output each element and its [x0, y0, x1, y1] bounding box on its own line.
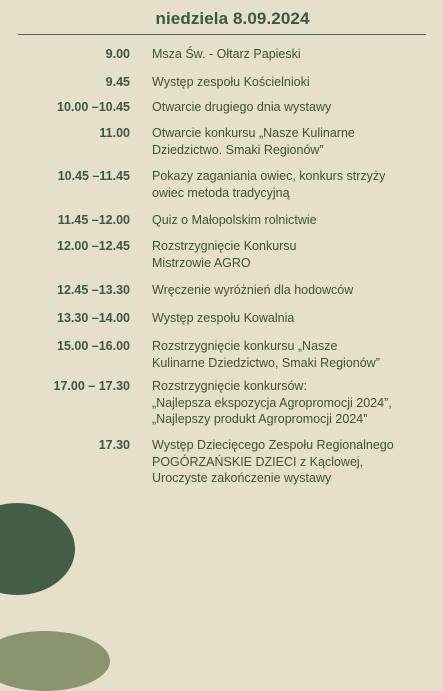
schedule-description: [152, 125, 432, 158]
schedule-description-line: Rozstrzygnięcie konkursów:: [152, 379, 307, 393]
schedule-time: 10.00 –10.45: [57, 100, 130, 114]
schedule-time: 10.45 –11.45: [57, 169, 130, 183]
schedule-description-line: „Najlepsza ekspozycja Agropromocji 2024”,: [152, 395, 392, 410]
schedule-description-line: Otwarcie konkursu „Nasze Kulinarne: [152, 126, 355, 140]
schedule-description-line: Występ zespołu Kościelnioki: [152, 75, 310, 89]
schedule-description-line: Rozstrzygnięcie konkursu „Nasze: [152, 339, 338, 353]
schedule-time: 11.00: [99, 126, 130, 140]
schedule-description-line: Występ zespołu Kowalnia: [152, 311, 295, 325]
schedule-description-line: Kulinarne Dziedzictwo, Smaki Regionów”: [152, 355, 380, 370]
schedule-description-line: owiec metoda tradycyjną: [152, 185, 290, 200]
schedule-time: 15.00 –16.00: [57, 339, 130, 353]
title-divider: [18, 34, 426, 35]
schedule-time: 9.00: [105, 47, 130, 61]
schedule-description: [152, 238, 432, 271]
schedule-description-line: Wręczenie wyróżnień dla hodowców: [152, 283, 354, 297]
schedule-description: [152, 46, 432, 63]
schedule-description: [152, 168, 432, 201]
schedule-time: 13.30 –14.00: [57, 311, 130, 325]
schedule-description-line: Otwarcie drugiego dnia wystawy: [152, 100, 332, 114]
decorative-circle-large: [0, 503, 75, 595]
schedule-description-line: Pokazy zaganiania owiec, konkurs strzyży: [152, 169, 386, 183]
schedule-time: 17.30: [98, 438, 130, 452]
schedule-description: [152, 338, 432, 371]
schedule-time: 9.45: [105, 75, 130, 89]
schedule-description-line: Dziedzictwo. Smaki Regionów”: [152, 142, 324, 157]
schedule-description: [152, 212, 432, 229]
schedule-description-line: „Najlepszy produkt Agropromocji 2024”: [152, 412, 368, 426]
schedule-description-line: Mistrzowie AGRO: [152, 255, 251, 270]
schedule-description-line: POGÓRZAŃSKIE DZIECI z Kąclowej,: [152, 454, 364, 469]
schedule-description-line: Msza Św. - Ołtarz Papieski: [152, 47, 301, 61]
schedule-description-line: Uroczyste zakończenie wystawy: [152, 471, 332, 485]
schedule-description: [152, 74, 432, 91]
schedule-time: 17.00 – 17.30: [53, 379, 130, 393]
schedule-time: 11.45 –12.00: [57, 213, 130, 227]
schedule-description: [152, 310, 432, 327]
schedule-description-line: Rozstrzygnięcie Konkursu: [152, 239, 297, 253]
schedule-description-line: Występ Dziecięcego Zespołu Regionalnego: [152, 438, 394, 452]
schedule-description: [152, 378, 432, 428]
decorative-circle-small: [0, 631, 110, 691]
page-title: niedziela 8.09.2024: [155, 9, 310, 28]
schedule-description: [152, 437, 432, 487]
schedule-description: [152, 282, 432, 299]
schedule-time: 12.00 –12.45: [57, 239, 130, 253]
schedule-time: 12.45 –13.30: [57, 283, 130, 297]
schedule-description: [152, 99, 432, 116]
schedule-description-line: Quiz o Małopolskim rolnictwie: [152, 213, 317, 227]
